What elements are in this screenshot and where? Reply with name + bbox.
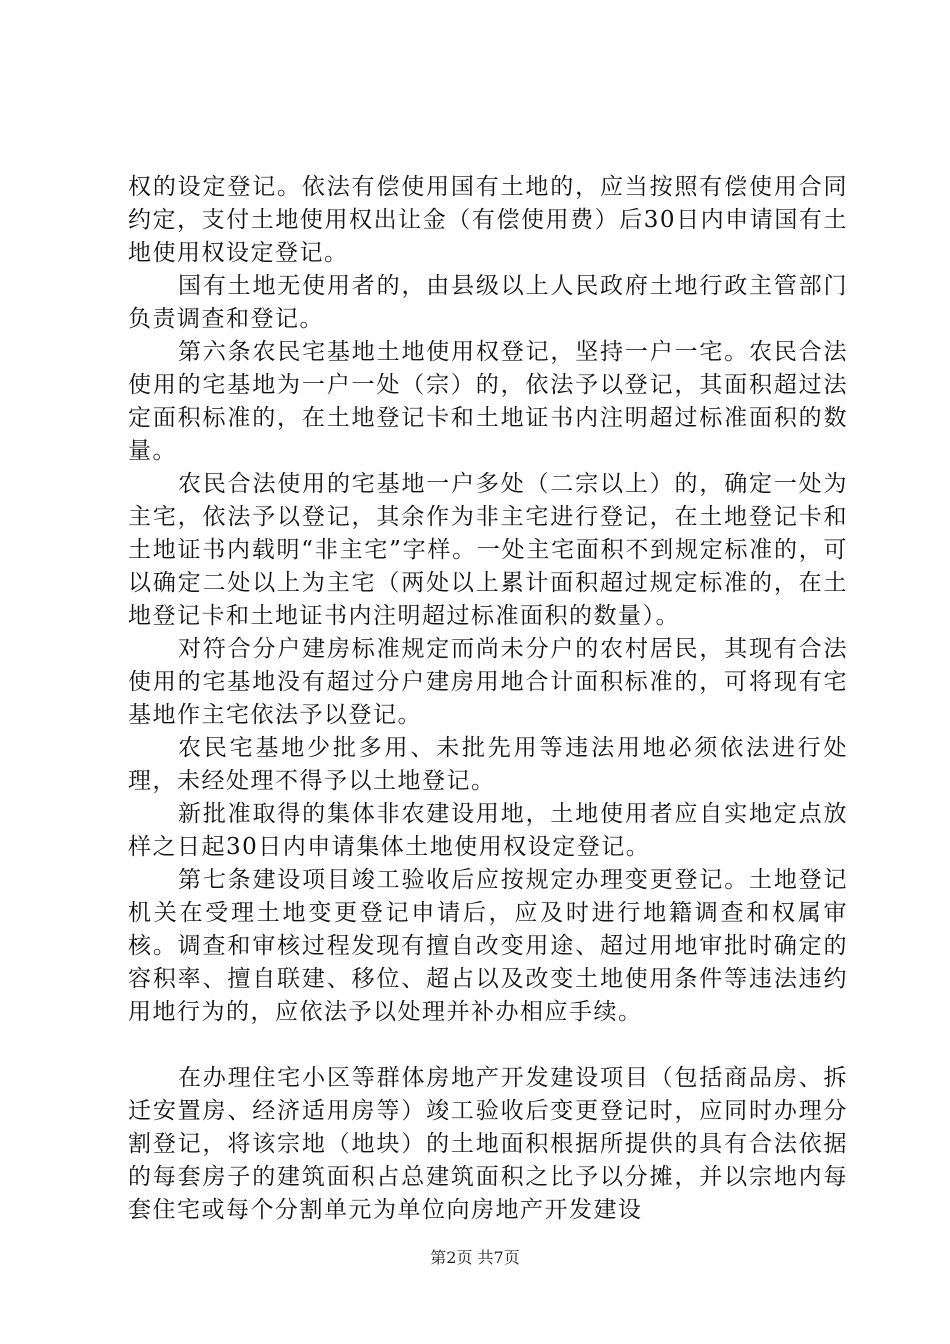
paragraph-5: 对符合分户建房标准规定而尚未分户的农村居民，其现有合法使用的宅基地没有超过分户建房用地合计面积标准的，可将现有宅基地作主宅依法予以登记。 (128, 636, 848, 728)
paragraph-2: 国有土地无使用者的，由县级以上人民政府土地行政主管部门负责调查和登记。 (128, 273, 848, 332)
paragraph-7: 新批准取得的集体非农建设用地，土地使用者应自实地定点放样之日起30日内申请集体土地使用权设定登记。 (128, 801, 848, 860)
paragraph-6: 农民宅基地少批多用、未批先用等违法用地必须依法进行处理，未经处理不得予以土地登记。 (128, 735, 848, 794)
paragraph-4: 农民合法使用的宅基地一户多处（二宗以上）的，确定一处为主宅，依法予以登记，其余作为非主宅进行登记，在土地登记卡和土地证书内载明“非主宅”字样。一处主宅面积不到规定标准的，可以确定二处以上为主宅（两处以上累计面积超过规定标准的，在土地登记卡和土地证书内注明超过标准面积的数量）。 (128, 471, 848, 629)
page-number: 第2页 共7页 (430, 1248, 520, 1267)
paragraph-1: 权的设定登记。依法有偿使用国有土地的，应当按照有偿使用合同约定，支付土地使用权出让金（有偿使用费）后30日内申请国有土地使用权设定登记。 (128, 174, 848, 266)
paragraph-9: 在办理住宅小区等群体房地产开发建设项目（包括商品房、拆迁安置房、经济适用房等）竣工验收后变更登记时，应同时办理分割登记，将该宗地（地块）的土地面积根据所提供的具有合法依据的每套房子的建筑面积占总建筑面积之比予以分摊，并以宗地内每套住宅或每个分割单元为单位向房地产开发建设 (128, 1065, 848, 1223)
document-body (128, 171, 848, 1227)
paragraph-3: 第六条农民宅基地土地使用权登记，坚持一户一宅。农民合法使用的宅基地为一户一处（宗）的，依法予以登记，其面积超过法定面积标准的，在土地登记卡和土地证书内注明超过标准面积的数量。 (128, 339, 848, 464)
paragraph-8: 第七条建设项目竣工验收后应按规定办理变更登记。土地登记机关在受理土地变更登记申请后，应及时进行地籍调查和权属审核。调查和审核过程发现有擅自改变用途、超过用地审批时确定的容积率、擅自联建、移位、超占以及改变土地使用条件等违法违约用地行为的，应依法予以处理并补办相应手续。 (128, 867, 848, 1025)
